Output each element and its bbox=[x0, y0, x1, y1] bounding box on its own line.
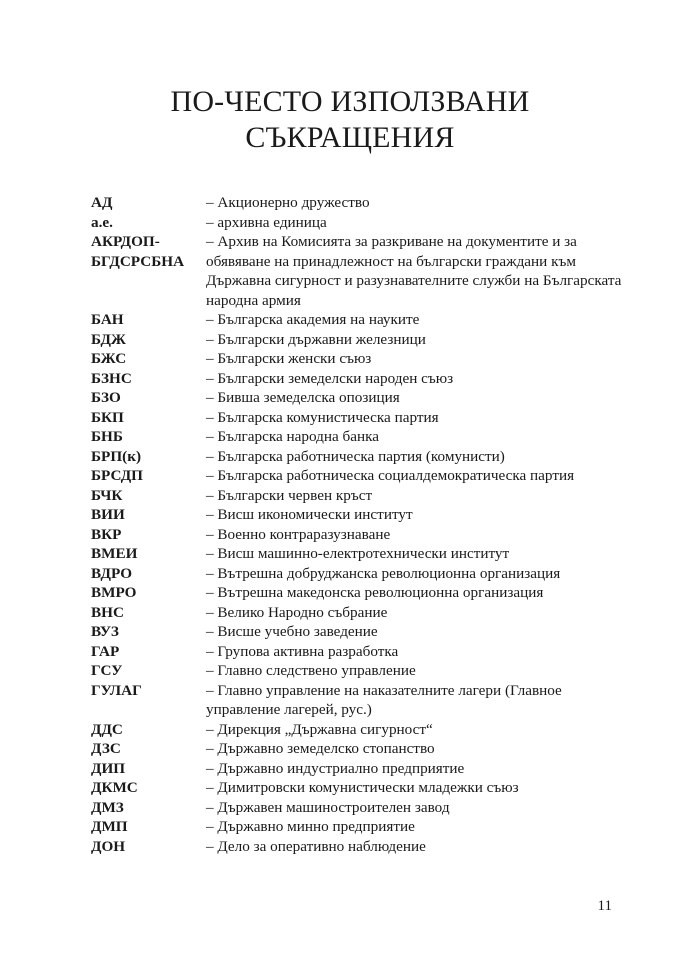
page-title bbox=[0, 84, 700, 156]
abbreviation-term: ГУЛАГ bbox=[91, 681, 142, 699]
abbreviation-term: БЗНС bbox=[91, 369, 132, 387]
abbreviation-definition: – Групова активна разработка bbox=[206, 642, 399, 660]
abbreviation-term: БЧК bbox=[91, 486, 123, 504]
abbreviation-row bbox=[91, 759, 631, 779]
abbreviation-term: БЖС bbox=[91, 350, 127, 367]
abbreviation-definition: – Димитровски комунистически младежки съюз bbox=[206, 779, 519, 796]
page-title-line-1: ПО-ЧЕСТО ИЗПОЛЗВАНИ bbox=[170, 85, 530, 118]
abbreviation-definition: – Главно управление на наказателните лагери (Главное управление лагерей, рус.) bbox=[206, 681, 562, 718]
abbreviation-definition: – Висш икономически институт bbox=[206, 506, 413, 523]
abbreviation-definition: – Висше учебно заведение bbox=[206, 623, 378, 640]
abbreviation-term: АКРДОП- БГДСРСБНА bbox=[91, 233, 185, 270]
abbreviation-term: АД bbox=[91, 194, 113, 211]
abbreviation-definition: – Дирекция „Държавна сигурност“ bbox=[206, 720, 433, 738]
abbreviation-row bbox=[91, 661, 631, 681]
abbreviation-definition: – Военно контраразузнаване bbox=[206, 525, 391, 543]
abbreviation-term: БДЖ bbox=[91, 330, 126, 348]
abbreviation-row bbox=[91, 349, 631, 369]
abbreviation-term: а.е. bbox=[91, 213, 113, 231]
abbreviation-definition: – Български земеделски народен съюз bbox=[206, 369, 454, 387]
abbreviation-definition: – Акционерно дружество bbox=[206, 194, 370, 211]
abbreviation-row bbox=[91, 817, 631, 837]
abbreviation-definition: – Държавно индустриално предприятие bbox=[206, 759, 465, 777]
abbreviation-definition: – Велико Народно събрание bbox=[206, 603, 388, 621]
abbreviation-term: ДДС bbox=[91, 720, 123, 738]
abbreviation-row bbox=[91, 447, 631, 467]
abbreviation-list bbox=[91, 193, 631, 856]
abbreviation-term: ДКМС bbox=[91, 779, 138, 796]
abbreviation-row bbox=[91, 778, 631, 798]
abbreviation-term: ВУЗ bbox=[91, 623, 119, 640]
abbreviation-row bbox=[91, 505, 631, 525]
abbreviation-definition: – Българска академия на науките bbox=[206, 311, 420, 328]
abbreviation-term: БРП(к) bbox=[91, 447, 141, 465]
abbreviation-row bbox=[91, 408, 631, 428]
abbreviation-row bbox=[91, 525, 631, 545]
abbreviation-definition: – Държавен машиностроителен завод bbox=[206, 798, 450, 816]
abbreviation-definition: – Държавно земеделско стопанство bbox=[206, 740, 435, 757]
abbreviation-definition: – Висш машинно-електротехнически институт bbox=[206, 545, 510, 562]
abbreviation-definition: – Българска работническа социалдемократическа партия bbox=[206, 467, 575, 484]
abbreviation-term: БАН bbox=[91, 311, 124, 328]
abbreviation-row bbox=[91, 642, 631, 662]
abbreviation-term: БЗО bbox=[91, 389, 121, 406]
abbreviation-definition: – Архив на Комисията за разкриване на документите и за обявяване на принадлежност на български граждани към Държавна сигурност и разузнавателните служби на Българската народна армия bbox=[206, 233, 622, 309]
abbreviation-row bbox=[91, 466, 631, 486]
abbreviation-definition: – Български държавни железници bbox=[206, 330, 426, 348]
abbreviation-term: ДМЗ bbox=[91, 798, 124, 816]
abbreviation-row bbox=[91, 213, 631, 233]
abbreviation-definition: – Държавно минно предприятие bbox=[206, 818, 415, 835]
abbreviation-term: ВМРО bbox=[91, 584, 137, 601]
abbreviation-definition: – Български червен кръст bbox=[206, 486, 373, 504]
abbreviation-definition: – Вътрешна македонска революционна организация bbox=[206, 584, 544, 601]
abbreviation-row bbox=[91, 681, 631, 720]
abbreviation-term: ВМЕИ bbox=[91, 545, 138, 562]
abbreviation-term: ВДРО bbox=[91, 564, 133, 582]
abbreviation-term: ВИИ bbox=[91, 506, 125, 523]
abbreviation-row bbox=[91, 739, 631, 759]
abbreviation-term: ДИП bbox=[91, 759, 126, 777]
abbreviation-definition: – Дело за оперативно наблюдение bbox=[206, 837, 426, 855]
abbreviation-row bbox=[91, 486, 631, 506]
abbreviation-term: ДОН bbox=[91, 837, 126, 855]
abbreviation-definition: – Вътрешна добруджанска революционна организация bbox=[206, 564, 561, 582]
abbreviation-row bbox=[91, 388, 631, 408]
abbreviation-definition: – Главно следствено управление bbox=[206, 662, 416, 679]
abbreviation-term: ГСУ bbox=[91, 662, 123, 679]
abbreviation-definition: – Българска работническа партия (комунисти) bbox=[206, 447, 505, 465]
abbreviation-definition: – архивна единица bbox=[206, 213, 327, 231]
abbreviation-row bbox=[91, 837, 631, 857]
abbreviation-row bbox=[91, 603, 631, 623]
abbreviation-definition: – Българска народна банка bbox=[206, 428, 380, 445]
abbreviation-row bbox=[91, 369, 631, 389]
abbreviation-row bbox=[91, 583, 631, 603]
abbreviation-term: ВКР bbox=[91, 525, 122, 543]
abbreviation-term: БРСДП bbox=[91, 467, 143, 484]
abbreviation-row bbox=[91, 427, 631, 447]
page-number: 11 bbox=[597, 898, 612, 914]
abbreviation-row bbox=[91, 564, 631, 584]
abbreviation-row bbox=[91, 544, 631, 564]
abbreviation-term: ВНС bbox=[91, 603, 124, 621]
abbreviation-row bbox=[91, 310, 631, 330]
abbreviation-row bbox=[91, 622, 631, 642]
abbreviation-term: ДЗС bbox=[91, 740, 121, 757]
abbreviation-row bbox=[91, 232, 631, 310]
abbreviation-term: БНБ bbox=[91, 428, 123, 445]
abbreviation-term: БКП bbox=[91, 408, 124, 426]
abbreviation-term: ДМП bbox=[91, 818, 128, 835]
abbreviation-row bbox=[91, 798, 631, 818]
abbreviation-row bbox=[91, 330, 631, 350]
abbreviation-definition: – Българска комунистическа партия bbox=[206, 408, 439, 426]
abbreviation-row bbox=[91, 193, 631, 213]
abbreviation-definition: – Български женски съюз bbox=[206, 350, 372, 367]
abbreviation-term: ГАР bbox=[91, 642, 120, 660]
abbreviation-row bbox=[91, 720, 631, 740]
page-title-line-2: СЪКРАЩЕНИЯ bbox=[245, 121, 455, 154]
abbreviation-definition: – Бивша земеделска опозиция bbox=[206, 389, 400, 406]
